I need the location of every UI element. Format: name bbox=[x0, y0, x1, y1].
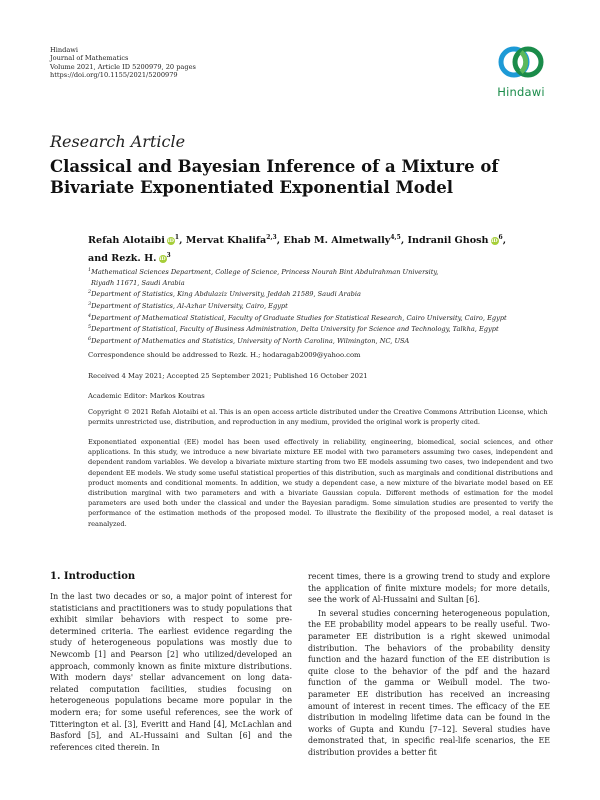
copyright-notice: Copyright © 2021 Refah Alotaibi et al. This is an open access article distributed under the Creative Commons Attribution License, which permits unrestricted use, distribution, and reproduction in any medium, provided the original work is properly cited. bbox=[88, 408, 548, 426]
affiliation: $^1$Mathematical Sciences Department, College of Science, Princess Nourah Bint Abdulrahman University, bbox=[88, 268, 439, 277]
author[interactable]: Ehab M. Almetwally$^{4,5}$ bbox=[283, 234, 401, 247]
paper-title: Classical and Bayesian Inference of a Mixture of Bivariate Exponentiated Exponential Model bbox=[50, 157, 499, 197]
journal-name: Journal of Mathematics bbox=[50, 54, 129, 63]
affiliations bbox=[88, 266, 558, 347]
journal-meta bbox=[50, 46, 196, 80]
author-list: Refah Alotaibi $iD^1$, Mervat Khalifa$^{2,3}$, Ehab M. Almetwally$^{4,5}$, Indranil Ghosh $iD^6$, and Rezk. H. $iD^3$ bbox=[88, 234, 507, 265]
affiliation: $^4$Department of Mathematical Statistical, Faculty of Graduate Studies for Statistical Research, Cairo University, Cairo, Egypt bbox=[88, 313, 507, 322]
affiliation-continued: Riyadh 11671, Saudi Arabia bbox=[91, 278, 185, 287]
right-column bbox=[308, 571, 550, 759]
left-column bbox=[50, 591, 292, 753]
volume-line: Volume 2021, Article ID 5200979, 20 pages bbox=[50, 62, 196, 71]
orcid-icon[interactable]: iD bbox=[159, 255, 166, 262]
abstract: Exponentiated exponential (EE) model has been used effectively in reliability, engineering, biomedical, social sciences, and other applications. In this study, we introduce a new bivariate mixture EE model with two parameters assuming two cases, independent and dependent random variables. We develop a bivariate mixture starting from two EE models assuming two cases, two independent and two dependent EE models. We study some useful statistical properties of this distribution, such as marginals and conditional distributions and product moments and conditional moments. In addition, we study a dependent case, a new mixture of the bivariate model based on EE distribution marginal with two parameters and with a bivariate Gaussian copula. Different methods of estimation for the model parameters are used both under the classical and under the Bayesian paradigm. Some simulation studies are presented to verify the performance of the estimation methods of the proposed model. To illustrate the flexibility of the proposed model, a real dataset is reanalyzed. bbox=[88, 438, 553, 528]
author[interactable]: Refah Alotaibi $iD^1$ bbox=[88, 234, 180, 247]
article-type: Research Article bbox=[50, 132, 186, 151]
author[interactable]: Indranil Ghosh $iD^6$ bbox=[407, 234, 503, 247]
hindawi-logo bbox=[486, 40, 556, 108]
section-heading: 1. Introduction bbox=[50, 571, 136, 582]
publication-dates: Received 4 May 2021; Accepted 25 September 2021; Published 16 October 2021 bbox=[88, 372, 368, 380]
hindawi-logo-icon bbox=[496, 40, 546, 84]
correspondence: Correspondence should be addressed to Rezk. H.; hodaragab2009@yahoo.com bbox=[88, 351, 361, 359]
orcid-icon[interactable]: iD bbox=[167, 237, 174, 244]
affiliation: $^6$Department of Mathematics and Statistics, University of North Carolina, Wilmington, NC, USA bbox=[88, 336, 410, 346]
affiliation: $^3$Department of Statistics, Al-Azhar University, Cairo, Egypt bbox=[88, 301, 288, 311]
doi-link[interactable]: https://doi.org/10.1155/2021/5200979 bbox=[50, 71, 178, 80]
paragraph: In several studies concerning heterogeneous population, the EE probability model appears to be really useful. Two-parameter EE distribution is a right skewed unimodal distribution. The behaviors of the probability density function and the hazard function of the EE distribution is quite close to the behavior of the pdf and the hazard function of the gamma or Weibull model. The two-parameter EE distribution has received an increasing amount of interest in recent times. The efficacy of the EE distribution in modeling lifetime data can be found in the works of Gupta and Kundu [7–12]. Several studies have demonstrated that, in specific real-life scenarios, the EE distribution provides a better fit bbox=[308, 608, 550, 757]
author[interactable]: and Rezk. H. $iD^3$ bbox=[88, 252, 171, 265]
hindawi-brand-text: Hindawi bbox=[497, 85, 545, 99]
orcid-icon[interactable]: iD bbox=[491, 237, 498, 244]
affiliation: $^2$Department of Statistics, King Abdulaziz University, Jeddah 21589, Saudi Arabia bbox=[88, 290, 361, 299]
publisher-name: Hindawi bbox=[50, 46, 79, 54]
academic-editor: Academic Editor: Markos Koutras bbox=[88, 392, 205, 400]
affiliation: $^5$Department of Statistical, Faculty of Business Administration, Delta University for Science and Technology, Talkha, Egypt bbox=[88, 325, 499, 334]
author[interactable]: Mervat Khalifa$^{2,3}$ bbox=[185, 234, 277, 247]
paragraph: recent times, there is a growing trend to study and explore the application of finite mixture models; for more details, see the work of Al-Hussaini and Sultan [6]. bbox=[308, 572, 550, 605]
paragraph: In the last two decades or so, a major point of interest for statisticians and practitioners was to study populations that exhibit similar behaviors with respect to some pre-determined criteria. The earliest evidence regarding the study of heterogeneous populations was mostly due to Newcomb [1] and Pearson [2] who utilized/developed an approach, commonly known as finite mixture distributions. With modern days' stellar advancement on long data-related computation facilities, studies focusing on heterogeneous populations became more popular in the modern era; for some useful references, see the work of Titterington et al. [3], Everitt and Hand [4], McLachlan and Basford [5], and AL-Hussaini and Sultan [6] and the references cited therein. In bbox=[50, 592, 292, 752]
